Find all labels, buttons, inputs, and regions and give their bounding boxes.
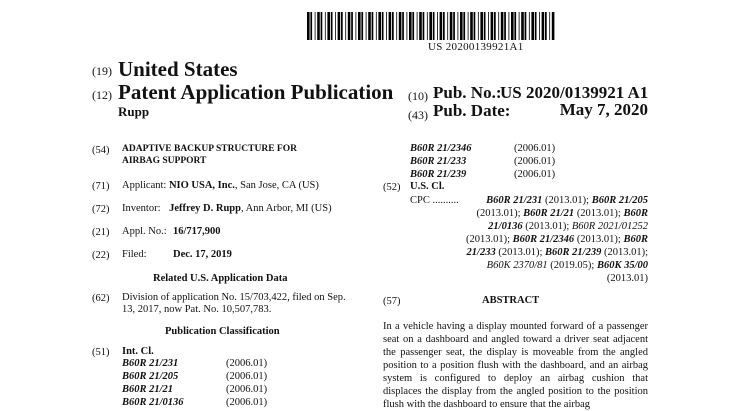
uscl-label: U.S. Cl. bbox=[410, 181, 445, 192]
filed-code: (22) bbox=[92, 250, 110, 261]
barcode-bar bbox=[368, 12, 371, 40]
inventor-code: (72) bbox=[92, 204, 110, 215]
barcode-bar bbox=[470, 12, 473, 40]
appl-label: Appl. No.: bbox=[122, 226, 167, 237]
cpc-segment: (2013.01); bbox=[495, 247, 546, 258]
barcode-bar bbox=[361, 12, 363, 40]
barcode-bar bbox=[549, 12, 550, 40]
cpc-segment: B60R bbox=[623, 234, 648, 245]
barcode-bar bbox=[417, 12, 418, 40]
barcode-bar bbox=[460, 12, 463, 40]
barcode-bar bbox=[331, 12, 333, 40]
barcode-bar bbox=[392, 12, 394, 40]
barcode-bar bbox=[519, 12, 520, 40]
inventor-label: Inventor: bbox=[122, 203, 161, 214]
barcode-bar bbox=[491, 12, 494, 40]
abstract-heading: ABSTRACT bbox=[482, 295, 540, 306]
appl-code: (21) bbox=[92, 227, 110, 238]
inventor-name: Jeffrey D. Rupp bbox=[169, 203, 241, 214]
classification-row bbox=[122, 370, 267, 383]
cpc-line bbox=[410, 220, 648, 233]
classification-year: (2006.01) bbox=[514, 156, 556, 167]
barcode-bar bbox=[529, 12, 530, 40]
barcode-bar bbox=[327, 12, 330, 40]
cpc-line bbox=[410, 272, 648, 285]
pub-type: Patent Application Publication bbox=[118, 80, 394, 104]
barcode-bar bbox=[338, 12, 341, 40]
cpc-segment: 21/0136 bbox=[488, 221, 523, 232]
cpc-segment: (2013.01); bbox=[465, 234, 513, 245]
barcode-bar bbox=[429, 12, 432, 40]
barcode-bar bbox=[366, 12, 367, 40]
barcode-bar bbox=[419, 12, 422, 40]
cpc-segment: B60R 2021/01252 bbox=[571, 221, 648, 232]
barcode-bar bbox=[525, 12, 527, 40]
uscl-code: (52) bbox=[383, 182, 401, 193]
barcode-bar bbox=[409, 12, 412, 40]
related-heading: Related U.S. Application Data bbox=[153, 273, 288, 284]
barcode-bar bbox=[376, 12, 377, 40]
filed-label: Filed: bbox=[122, 249, 147, 260]
classification-code: B60R 21/21 bbox=[122, 384, 174, 395]
classification-row bbox=[410, 168, 555, 181]
cpc-segment: (2019.05); bbox=[547, 260, 597, 271]
barcode-bar bbox=[412, 12, 414, 40]
barcode-bar bbox=[315, 12, 316, 40]
barcode-bar bbox=[335, 12, 336, 40]
abstract-text: In a vehicle having a display mounted forward of a passenger seat on a dashboard and angled toward a driver seat adjacent the passenger seat, the display is moveable from the angled position to a position flush with the dashboard, and an airbag system is configured to deploy an airbag cushion that displaces the display from the angled position to the position flush with the dashboard to ensure that the airbag bbox=[383, 321, 648, 410]
barcode-bar bbox=[372, 12, 374, 40]
barcode-number: US 20200139921A1 bbox=[428, 41, 524, 53]
cpc-block bbox=[410, 194, 648, 285]
barcode-bar bbox=[341, 12, 343, 40]
barcode-bar bbox=[427, 12, 428, 40]
pub-no: US 2020/0139921 A1 bbox=[500, 83, 649, 102]
barcode-bar bbox=[440, 12, 443, 40]
intcl-code: (51) bbox=[92, 347, 110, 358]
barcode-bar bbox=[402, 12, 404, 40]
cpc-segment: (2013.01); bbox=[574, 234, 624, 245]
barcode-bar bbox=[480, 12, 483, 40]
cpc-segment: (2013.01) bbox=[606, 273, 648, 284]
barcode-bar bbox=[504, 12, 506, 40]
cpc-segment: B60R 21/239 bbox=[545, 247, 602, 258]
barcode-bar bbox=[443, 12, 445, 40]
barcode-bar bbox=[345, 12, 346, 40]
cpc-segment: (2013.01); bbox=[476, 208, 524, 219]
pub-date: May 7, 2020 bbox=[559, 100, 648, 119]
barcode-bar bbox=[484, 12, 486, 40]
cpc-segment: B60R 21/21 bbox=[523, 208, 575, 219]
barcode-bar bbox=[399, 12, 402, 40]
classification-year: (2006.01) bbox=[226, 384, 268, 395]
barcode-bar bbox=[356, 12, 357, 40]
barcode-bar bbox=[407, 12, 408, 40]
applicant-label: Applicant: bbox=[122, 180, 167, 191]
cpc-line bbox=[410, 207, 648, 220]
classification-code: B60R 21/205 bbox=[122, 371, 179, 382]
classification-code: B60R 21/239 bbox=[410, 169, 467, 180]
pub-date-label: Pub. Date: bbox=[433, 101, 511, 120]
barcode-bar bbox=[478, 12, 479, 40]
cpc-segment: (2013.01); bbox=[542, 195, 592, 206]
title-line1: ADAPTIVE BACKUP STRUCTURE FOR bbox=[122, 144, 297, 154]
barcode-bar bbox=[378, 12, 381, 40]
abstract-code: (57) bbox=[383, 296, 401, 307]
classification-code: B60R 21/2346 bbox=[410, 143, 472, 154]
classification-year: (2006.01) bbox=[226, 371, 268, 382]
cpc-segment: 21/233 bbox=[466, 247, 496, 258]
applicant bbox=[122, 180, 319, 191]
barcode-bar bbox=[535, 12, 537, 40]
barcode-bar bbox=[463, 12, 465, 40]
barcode-bar bbox=[358, 12, 361, 40]
barcode-bar bbox=[321, 12, 323, 40]
classification-row bbox=[410, 142, 555, 155]
barcode-bar bbox=[307, 12, 310, 40]
barcode-bar bbox=[450, 12, 453, 40]
barcode-bar bbox=[423, 12, 425, 40]
barcode-bar bbox=[453, 12, 455, 40]
barcode-bar bbox=[437, 12, 438, 40]
barcode-bar bbox=[447, 12, 448, 40]
cpc-segment: B60R bbox=[623, 208, 648, 219]
classification-code: B60R 21/231 bbox=[122, 358, 179, 369]
cpc-segment: (2013.01); bbox=[522, 221, 572, 232]
barcode-bar bbox=[539, 12, 540, 40]
barcode-bar bbox=[396, 12, 397, 40]
cpc-label: CPC .......... bbox=[410, 195, 459, 206]
pub-no-label: Pub. No.: bbox=[433, 83, 502, 102]
cpc-line bbox=[410, 259, 648, 272]
cpc-segment: B60K 35/00 bbox=[596, 260, 648, 271]
barcode-bar bbox=[545, 12, 547, 40]
barcode-bar bbox=[348, 12, 351, 40]
barcode-bar bbox=[310, 12, 312, 40]
cpc-line bbox=[410, 233, 648, 246]
classification-code: B60R 21/0136 bbox=[122, 397, 184, 408]
classification-year: (2006.01) bbox=[514, 143, 556, 154]
cpc-segment: B60K 2370/81 bbox=[486, 260, 548, 271]
filed-date: Dec. 17, 2019 bbox=[173, 249, 232, 260]
barcode-bar bbox=[433, 12, 435, 40]
pub-no-code: (10) bbox=[408, 89, 428, 103]
barcode-bar bbox=[488, 12, 489, 40]
barcode-bar bbox=[498, 12, 499, 40]
barcode-bar bbox=[531, 12, 534, 40]
classification-year: (2006.01) bbox=[226, 358, 268, 369]
cpc-segment: (2013.01); bbox=[574, 208, 624, 219]
appl-no: 16/717,900 bbox=[173, 226, 221, 237]
barcode-bar bbox=[474, 12, 476, 40]
applicant-code: (71) bbox=[92, 181, 110, 192]
barcode-bar bbox=[382, 12, 384, 40]
intcl-label: Int. Cl. bbox=[122, 346, 154, 357]
intcl-continued bbox=[410, 142, 555, 181]
inventor-location: , Ann Arbor, MI (US) bbox=[240, 203, 332, 214]
barcode bbox=[307, 12, 557, 40]
barcode-bar bbox=[494, 12, 496, 40]
barcode-bar bbox=[542, 12, 545, 40]
barcode-bar bbox=[351, 12, 353, 40]
country-code: (19) bbox=[92, 64, 112, 78]
cpc-segment: B60R 21/231 bbox=[486, 195, 543, 206]
classification-row bbox=[122, 383, 267, 396]
pub-date-code: (43) bbox=[408, 108, 428, 122]
division-code: (62) bbox=[92, 293, 110, 304]
applicant-name: NIO USA, Inc. bbox=[168, 180, 235, 191]
author: Rupp bbox=[118, 104, 150, 119]
barcode-bar bbox=[552, 12, 555, 40]
pub-type-code: (12) bbox=[92, 88, 112, 102]
cpc-segment: (2013.01); bbox=[601, 247, 648, 258]
cpc-segment: B60R 21/2346 bbox=[512, 234, 575, 245]
classification-row bbox=[122, 357, 267, 370]
title-code: (54) bbox=[92, 145, 110, 156]
applicant-location: , San Jose, CA (US) bbox=[234, 180, 319, 191]
division-line1: Division of application No. 15/703,422, filed on Sep. bbox=[122, 292, 346, 303]
barcode-bar bbox=[509, 12, 510, 40]
division-line2: 13, 2017, now Pat. No. 10,507,783. bbox=[122, 304, 272, 315]
barcode-bar bbox=[514, 12, 516, 40]
country: United States bbox=[118, 57, 238, 81]
classification-code: B60R 21/233 bbox=[410, 156, 467, 167]
cpc-segment: B60R 21/205 bbox=[591, 195, 648, 206]
intcl-list bbox=[122, 357, 267, 409]
barcode-bar bbox=[386, 12, 387, 40]
title-line2: AIRBAG SUPPORT bbox=[122, 156, 207, 166]
pub-class-heading: Publication Classification bbox=[165, 326, 280, 337]
barcode-bar bbox=[501, 12, 504, 40]
barcode-bar bbox=[458, 12, 459, 40]
barcode-bar bbox=[468, 12, 469, 40]
classification-year: (2006.01) bbox=[226, 397, 268, 408]
barcode-bar bbox=[511, 12, 514, 40]
barcode-bar bbox=[317, 12, 320, 40]
barcode-bar bbox=[325, 12, 326, 40]
inventor bbox=[122, 203, 332, 214]
classification-row bbox=[410, 155, 555, 168]
cpc-line bbox=[410, 246, 648, 259]
barcode-bar bbox=[389, 12, 392, 40]
classification-year: (2006.01) bbox=[514, 169, 556, 180]
barcode-bar bbox=[521, 12, 524, 40]
